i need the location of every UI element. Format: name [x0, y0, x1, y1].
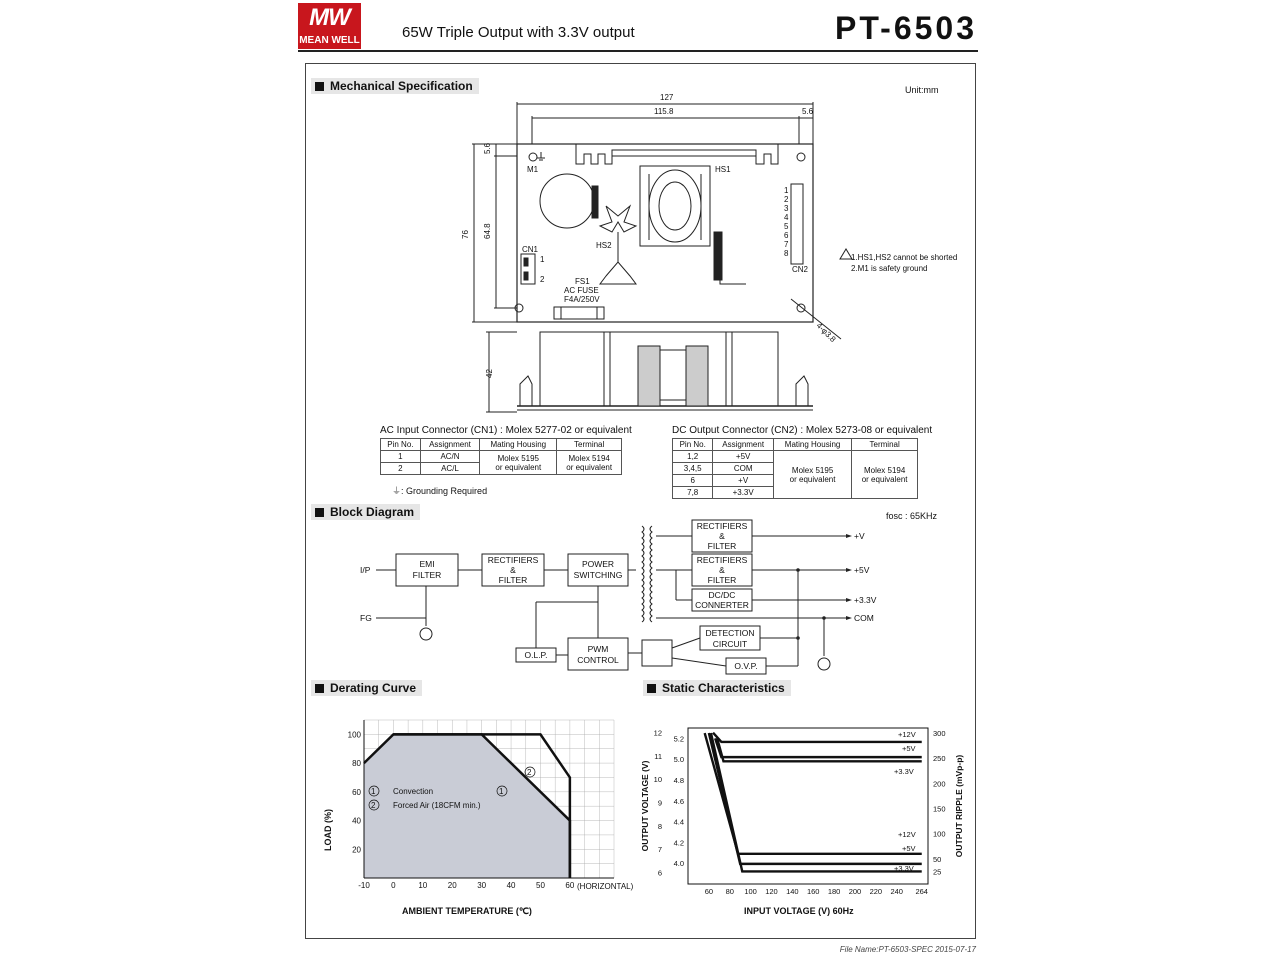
- emi-label-1: EMI: [419, 559, 435, 569]
- derating-x-tick: 50: [536, 881, 545, 890]
- static-series-line: [713, 733, 922, 742]
- dc-header-housing: Mating Housing: [773, 439, 851, 451]
- static-y5-tick: 4.0: [673, 859, 684, 869]
- static-y12-tick: 7: [657, 845, 662, 855]
- static-x-tick: 200: [848, 887, 862, 896]
- detect-label-2: CIRCUIT: [712, 639, 748, 649]
- bullet-square-icon: [315, 684, 324, 693]
- unit-label: Unit:mm: [905, 85, 939, 95]
- derating-x-tick: 30: [477, 881, 487, 890]
- derating-x-tick: 20: [447, 881, 457, 890]
- ac-header-pin: Pin No.: [381, 439, 421, 451]
- out-v-label: +V: [854, 531, 865, 541]
- fosc-label: fosc : 65KHz: [886, 511, 938, 521]
- ac-header-terminal: Terminal: [557, 439, 622, 451]
- static-ylabel-left: OUTPUT VOLTAGE (V): [640, 760, 650, 852]
- ac-housing-line-2: or equivalent: [495, 462, 542, 472]
- x-unit-label: (HORIZONTAL): [577, 882, 634, 891]
- static-y12-tick: 11: [654, 751, 662, 761]
- fg-label: FG: [360, 613, 372, 623]
- section-block-diagram-title: Block Diagram: [330, 505, 415, 519]
- label-hs2: HS2: [596, 241, 612, 250]
- ground-icon: ⏚: [392, 486, 402, 496]
- out-com-label: COM: [854, 613, 874, 623]
- dc-row-2-pin: 3,4,5: [673, 463, 713, 475]
- note-hs-short: 1.HS1,HS2 cannot be shorted: [851, 253, 958, 262]
- static-chart: [636, 700, 972, 930]
- ac-housing-line-1: Molex 5195: [497, 453, 539, 463]
- model-number: PT-6503: [835, 10, 977, 46]
- dc-terminal-cell: [852, 451, 918, 499]
- top-label-5v: +5V: [902, 744, 916, 753]
- rect-5v-label-2: &: [719, 565, 725, 575]
- rect1-label-2: &: [510, 565, 516, 575]
- cn2-pin-2: 2: [784, 195, 789, 204]
- cn1-pin-2: 2: [540, 275, 545, 284]
- label-cn2: CN2: [792, 265, 809, 274]
- curve-marker-1: 1: [499, 787, 504, 796]
- ovp-label: O.V.P.: [734, 661, 758, 671]
- static-y5-tick: 4.4: [673, 817, 684, 827]
- ip-label: I/P: [360, 565, 371, 575]
- header-rule: [298, 50, 978, 52]
- derating-x-tick: 60: [565, 881, 575, 890]
- label-fs1: FS1: [575, 277, 590, 286]
- dc-header-assignment: Assignment: [713, 439, 774, 451]
- dim-hole: 4-φ3.8: [814, 321, 838, 344]
- derating-chart: [306, 700, 636, 930]
- ac-connector-title: AC Input Connector (CN1) : Molex 5277-02 or equivalent: [380, 425, 632, 436]
- derating-y-tick: 40: [352, 816, 361, 826]
- ac-header-assignment: Assignment: [420, 439, 480, 451]
- ac-connector-table: [380, 438, 622, 475]
- cn2-pin-7: 7: [784, 240, 789, 249]
- dc-housing-line-1: Molex 5195: [791, 465, 834, 475]
- derating-x-tick: 0: [391, 881, 396, 890]
- ac-housing-cell: [480, 451, 557, 475]
- top-label-12v: +12V: [898, 730, 916, 739]
- curve-marker-2: 2: [527, 768, 532, 777]
- static-y5-tick: 5.2: [673, 734, 684, 744]
- cn2-pin-8: 8: [784, 249, 789, 258]
- label-fuse-rating: F4A/250V: [564, 295, 600, 304]
- static-y12-tick: 8: [657, 821, 662, 831]
- dcdc-label-1: DC/DC: [708, 590, 736, 600]
- section-derating-title: Derating Curve: [330, 681, 417, 695]
- static-y5-tick: 4.6: [673, 796, 684, 806]
- document-subtitle: 65W Triple Output with 3.3V output: [402, 24, 635, 41]
- dc-row-3-assignment: +V: [713, 475, 774, 487]
- dim-edge-left: 5.6: [483, 142, 492, 154]
- brand-name: MEAN WELL: [299, 35, 360, 46]
- static-y5-tick: 4.2: [673, 838, 684, 848]
- section-derating: [311, 680, 422, 696]
- bottom-label-5v: +5V: [902, 844, 916, 853]
- cn2-pin-5: 5: [784, 222, 789, 231]
- derating-y-tick: 60: [352, 787, 361, 797]
- out-33v-label: +3.3V: [854, 595, 877, 605]
- dc-connector-table: [672, 438, 918, 499]
- dc-row-2-assignment: COM: [713, 463, 774, 475]
- rect-v-label-3: FILTER: [707, 541, 737, 551]
- rect-v-label-2: &: [719, 531, 725, 541]
- dim-height: 76: [461, 230, 470, 239]
- static-y5-tick: 4.8: [673, 776, 684, 785]
- power-label-2: SWITCHING: [573, 570, 623, 580]
- ac-terminal-line-2: or equivalent: [566, 462, 613, 472]
- bullet-square-icon: [647, 684, 656, 693]
- static-ylabel-right: OUTPUT RIPPLE (mVp-p): [954, 754, 964, 858]
- cn2-pin-4: 4: [784, 213, 789, 222]
- derating-y-tick: 20: [352, 845, 361, 855]
- static-x-tick: 160: [806, 887, 820, 896]
- static-ripple-tick: 300: [933, 729, 946, 739]
- section-static-title: Static Characteristics: [662, 681, 785, 695]
- static-x-tick: 80: [725, 887, 734, 896]
- mechanical-drawing: [306, 94, 974, 424]
- static-y12-tick: 9: [657, 798, 662, 808]
- dim-edge: 5.6: [802, 107, 814, 116]
- static-x-tick: 60: [704, 887, 714, 896]
- bullet-square-icon: [315, 82, 324, 91]
- top-label-33v: +3.3V: [894, 767, 914, 776]
- section-static: [643, 680, 791, 696]
- rect1-label-3: FILTER: [498, 575, 528, 585]
- legend-forced-air: Forced Air (18CFM min.): [393, 801, 481, 810]
- derating-y-tick: 100: [347, 730, 361, 740]
- derating-x-tick: -10: [358, 881, 370, 890]
- dcdc-label-2: CONNERTER: [695, 600, 749, 610]
- dc-row-4-assignment: +3.3V: [713, 487, 774, 499]
- dc-terminal-line-1: Molex 5194: [863, 465, 906, 475]
- olp-label: O.L.P.: [524, 650, 548, 660]
- static-ripple-tick: 200: [933, 779, 946, 789]
- static-ripple-tick: 50: [933, 854, 942, 864]
- dc-row-4-pin: 7,8: [673, 487, 713, 499]
- derating-x-tick: 10: [418, 881, 428, 890]
- dc-header-terminal: Terminal: [852, 439, 918, 451]
- dim-depth: 42: [485, 369, 494, 378]
- pwm-label-1: PWM: [587, 644, 609, 654]
- static-xlabel: INPUT VOLTAGE (V) 60Hz: [744, 906, 854, 916]
- ac-row-1-pin: 1: [381, 451, 421, 463]
- cn2-pin-1: 1: [784, 186, 789, 195]
- dc-header-pin: Pin No.: [673, 439, 713, 451]
- emi-label-2: FILTER: [412, 570, 442, 580]
- ac-row-2-assignment: AC/L: [420, 463, 480, 475]
- ground-note-text: : Grounding Required: [401, 486, 488, 496]
- static-ripple-tick: 100: [933, 829, 946, 839]
- static-series-line: [711, 733, 922, 871]
- ac-row-2-pin: 2: [381, 463, 421, 475]
- pwm-label-2: CONTROL: [577, 655, 619, 665]
- cn2-pin-list: [784, 186, 789, 258]
- dc-terminal-line-2: or equivalent: [861, 474, 908, 484]
- rect1-label-1: RECTIFIERS: [487, 555, 539, 565]
- derating-ylabel: LOAD (%): [323, 809, 333, 851]
- static-x-tick: 264: [915, 887, 928, 896]
- label-cn1: CN1: [522, 245, 539, 254]
- dc-housing-line-2: or equivalent: [789, 474, 836, 484]
- dc-housing-cell: [773, 451, 851, 499]
- dim-width: 127: [660, 94, 674, 102]
- static-x-tick: 100: [744, 887, 757, 896]
- section-mechanical: [311, 78, 479, 94]
- legend-marker-1: 1: [371, 787, 376, 796]
- static-series-line: [709, 733, 922, 864]
- note-safety-ground: 2.M1 is safety ground: [851, 264, 928, 273]
- bottom-label-12v: +12V: [898, 830, 916, 839]
- legend-marker-2: 2: [371, 801, 376, 810]
- dim-inner-width: 115.8: [654, 107, 674, 116]
- cn2-pin-6: 6: [784, 231, 789, 240]
- static-series-line: [705, 733, 922, 854]
- static-y12-tick: 10: [653, 775, 662, 785]
- file-name: File Name:PT-6503-SPEC 2015-07-17: [839, 945, 976, 954]
- cn2-pin-3: 3: [784, 204, 789, 213]
- dc-connector-title: DC Output Connector (CN2) : Molex 5273-08 or equivalent: [672, 425, 933, 436]
- ground-note: [392, 484, 487, 497]
- ac-terminal-cell: [557, 451, 622, 475]
- static-x-tick: 120: [765, 887, 778, 896]
- brand-mark: MW: [309, 4, 350, 31]
- section-mechanical-title: Mechanical Specification: [330, 79, 473, 93]
- label-m1: M1: [527, 165, 539, 174]
- bottom-label-33v: +3.3V: [894, 864, 914, 873]
- out-5v-label: +5V: [854, 565, 870, 575]
- detect-label-1: DETECTION: [705, 628, 755, 638]
- dc-row-1-pin: 1,2: [673, 451, 713, 463]
- legend-convection: Convection: [393, 787, 434, 796]
- ac-terminal-line-1: Molex 5194: [568, 453, 610, 463]
- rect-5v-label-3: FILTER: [707, 575, 737, 585]
- dc-row-1-assignment: +5V: [713, 451, 774, 463]
- static-x-tick: 220: [869, 887, 883, 896]
- static-x-tick: 180: [827, 887, 841, 896]
- rect-v-label-1: RECTIFIERS: [696, 521, 748, 531]
- static-x-tick: 240: [890, 887, 903, 896]
- ac-row-1-assignment: AC/N: [420, 451, 480, 463]
- static-y12-tick: 6: [657, 868, 662, 878]
- label-hs1: HS1: [715, 165, 731, 174]
- derating-y-tick: 80: [352, 759, 361, 769]
- static-y5-tick: 5.0: [673, 755, 684, 765]
- static-y12-tick: 12: [653, 728, 662, 738]
- brand-logo: [298, 3, 361, 49]
- derating-x-tick: 40: [506, 881, 516, 890]
- static-ripple-tick: 150: [933, 804, 946, 814]
- static-x-tick: 140: [786, 887, 799, 896]
- static-ripple-tick: 25: [933, 867, 942, 877]
- ac-header-housing: Mating Housing: [480, 439, 557, 451]
- dc-row-3-pin: 6: [673, 475, 713, 487]
- power-label-1: POWER: [581, 559, 615, 569]
- label-fuse-type: AC FUSE: [564, 286, 599, 295]
- static-ripple-tick: 250: [933, 754, 946, 764]
- cn1-pin-1: 1: [540, 255, 545, 264]
- rect-5v-label-1: RECTIFIERS: [696, 555, 748, 565]
- dim-inner-height: 64.8: [483, 223, 492, 239]
- block-diagram: [306, 516, 974, 676]
- derating-xlabel: AMBIENT TEMPERATURE (℃): [402, 906, 532, 916]
- static-series-lines: [705, 733, 922, 872]
